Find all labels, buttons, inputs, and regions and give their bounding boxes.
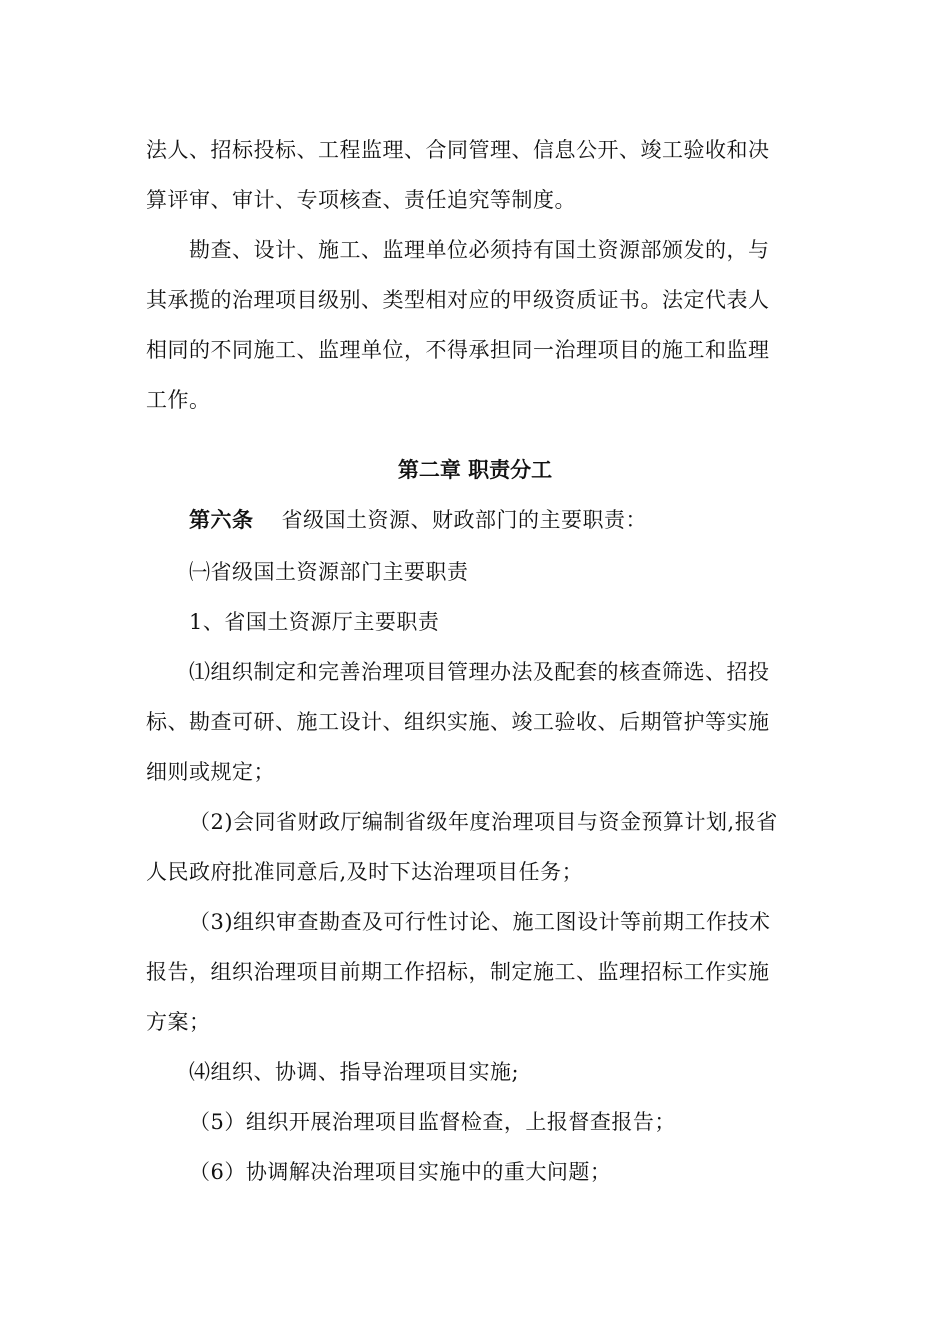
subsection1-heading: 1、省国土资源厅主要职责 [189, 610, 440, 634]
item5-line: （5）组织开展治理项目监督检查，上报督查报告； [189, 1110, 676, 1134]
para2-line-3: 相同的不同施工、监理单位，不得承担同一治理项目的施工和监理 [146, 338, 770, 362]
article6-label: 第六条 [189, 508, 254, 532]
item1-line-2: 标、勘查可研、施工设计、组织实施、竣工验收、后期管护等实施 [146, 710, 770, 734]
item3-line-2: 报告，组织治理项目前期工作招标，制定施工、监理招标工作实施 [146, 960, 770, 984]
chapter-heading: 第二章 职责分工 [397, 458, 553, 482]
article6-line [189, 505, 647, 535]
item6-line: （6）协调解决治理项目实施中的重大问题； [189, 1160, 612, 1184]
article6-text: 省级国土资源、财政部门的主要职责： [281, 508, 647, 532]
item1-line-3: 细则或规定； [146, 760, 275, 784]
item3-line-3: 方案； [146, 1010, 211, 1034]
item1-line-1: ⑴组织制定和完善治理项目管理办法及配套的核查筛选、招投 [189, 660, 770, 684]
para1-line-1: 法人、招标投标、工程监理、合同管理、信息公开、竣工验收和决 [146, 138, 770, 162]
para1-line-2: 算评审、审计、专项核查、责任追究等制度。 [146, 188, 576, 212]
section1-heading: ㈠省级国土资源部门主要职责 [189, 560, 469, 584]
item2-line-2: 人民政府批准同意后,及时下达治理项目任务； [146, 860, 584, 884]
item3-line-1: （3)组织审查勘查及可行性讨论、施工图设计等前期工作技术 [189, 910, 771, 934]
item4-line: ⑷组织、协调、指导治理项目实施; [189, 1060, 520, 1084]
para2-line-2: 其承揽的治理项目级别、类型相对应的甲级资质证书。法定代表人 [146, 288, 770, 312]
para2-line-1: 勘查、设计、施工、监理单位必须持有国土资源部颁发的，与 [189, 238, 770, 262]
para2-line-4: 工作。 [146, 388, 211, 412]
item2-line-1: （2)会同省财政厅编制省级年度治理项目与资金预算计划,报省 [189, 810, 778, 834]
